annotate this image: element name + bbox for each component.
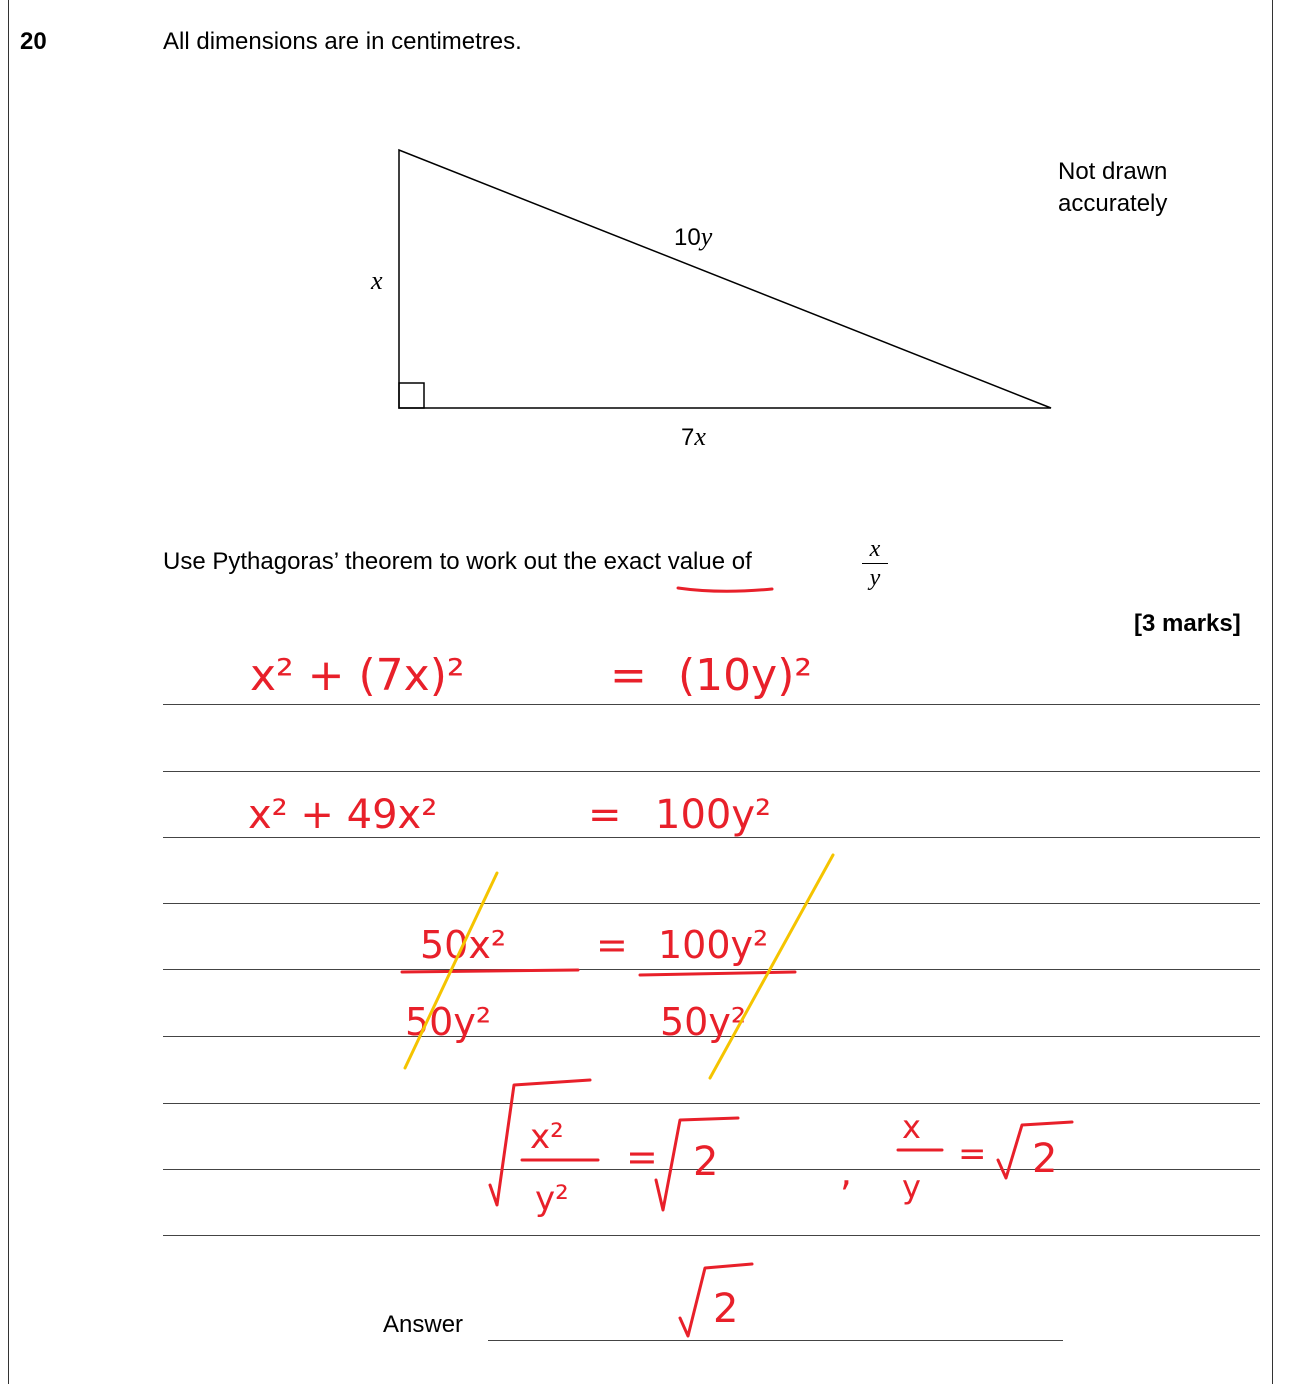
side-label-hypotenuse: 10y [674,222,713,251]
working-line3-eq: = [596,923,628,967]
fraction-bar [402,970,578,972]
working-line4-rad-den: y² [535,1179,569,1219]
question-prompt: Use Pythagoras’ theorem to work out the exact value of [163,548,752,575]
working-line4-eq2: = [958,1134,987,1174]
working-line4-frac-den: y [902,1168,921,1206]
working-line1-eq: = [610,650,647,701]
working-line1-lhs: x² + (7x)² [250,650,465,701]
fraction-bar [640,972,795,975]
working-line2-rhs: 100y² [655,792,772,838]
working-line2-eq: = [588,792,622,838]
working-line3-lhs-den: 50y² [405,1000,492,1044]
working-line4-rhs2: 2 [1032,1136,1058,1182]
side-label-base: 7x [681,422,706,451]
x-over-y-fraction: x y [862,538,888,589]
working-line1-rhs: (10y)² [678,650,812,701]
highlighted-phrase: exact value [603,548,726,575]
answer-label: Answer [383,1311,464,1338]
question-intro: All dimensions are in centimetres. [163,28,522,55]
working-line3-rhs-den: 50y² [660,1000,747,1044]
answer-value: 2 [713,1286,739,1332]
working-line4-frac-num: x [902,1108,921,1146]
question-number: 20 [20,28,47,55]
not-drawn-accurately-note: Not drawn accurately [1058,158,1168,217]
working-line4-rhs: 2 [693,1139,719,1185]
marks-label: [3 marks] [1134,610,1241,637]
underline-mark [678,588,772,591]
working-line4-rad-num: x² [530,1117,564,1157]
working-line4-comma: , [840,1150,853,1194]
working-line3-lhs-num: 50x² [420,923,507,967]
working-line2-lhs: x² + 49x² [248,792,438,838]
working-line3-rhs-num: 100y² [658,923,769,967]
working-line4-eq: = [626,1135,658,1179]
side-label-height: x [371,266,383,295]
